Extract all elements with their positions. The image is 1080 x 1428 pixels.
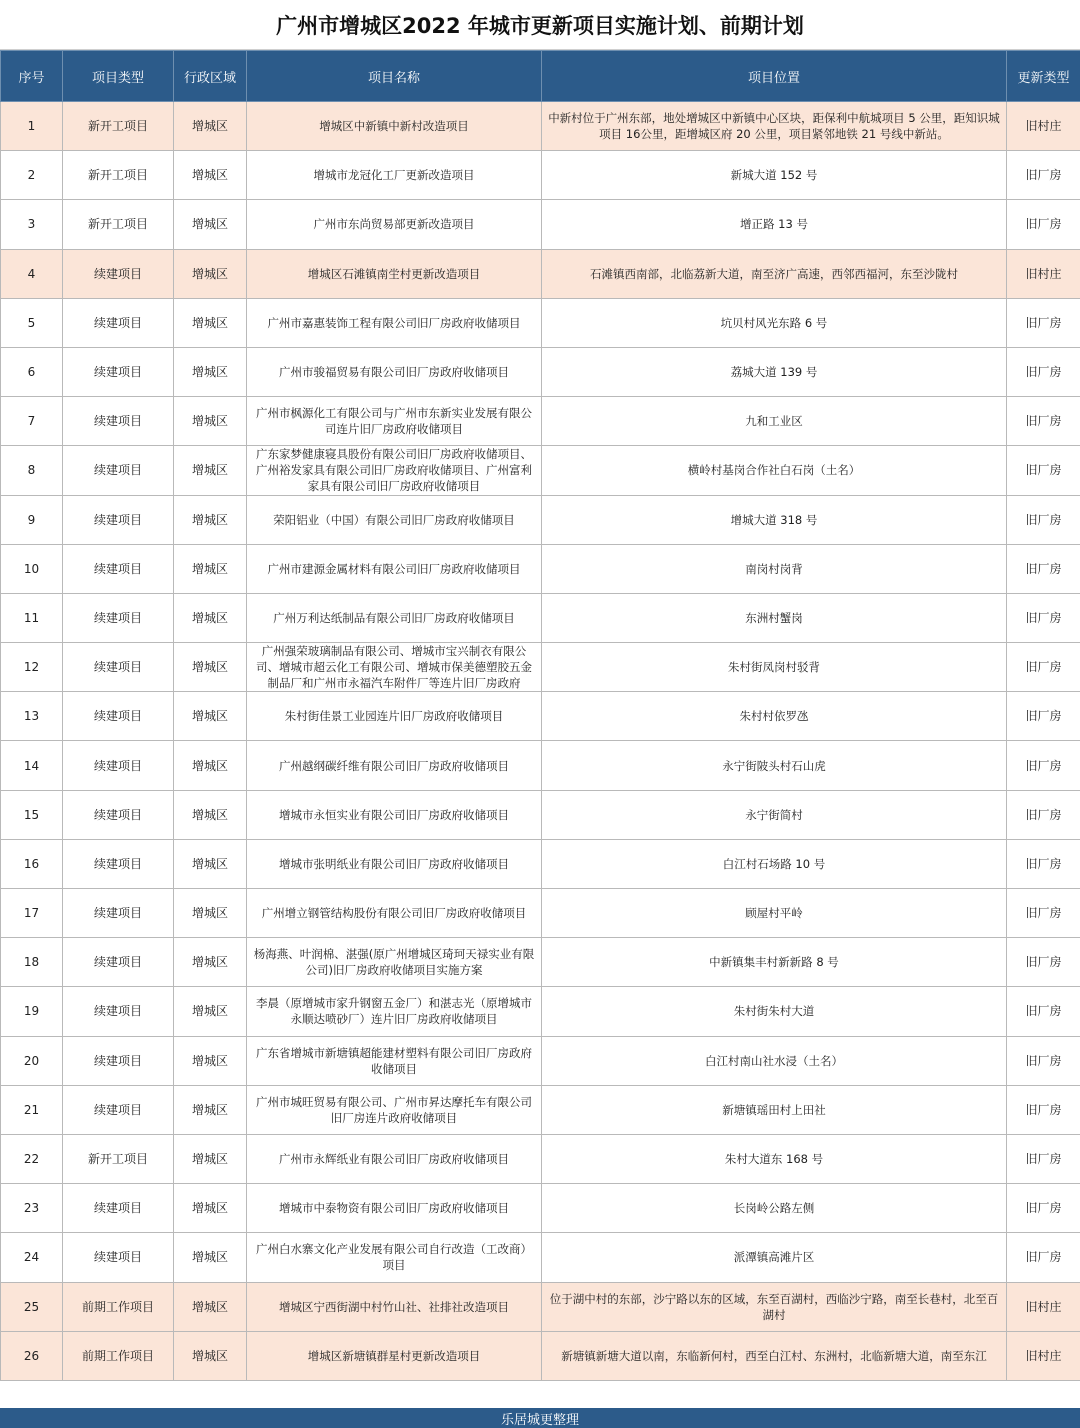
cell-type: 续建项目 <box>63 298 174 347</box>
cell-name: 增城市永恒实业有限公司旧厂房政府收储项目 <box>247 790 542 839</box>
cell-area: 增城区 <box>174 643 247 692</box>
cell-type: 续建项目 <box>63 1233 174 1282</box>
cell-area: 增城区 <box>174 593 247 642</box>
cell-kind: 旧厂房 <box>1007 593 1080 642</box>
cell-location: 白江村石场路 10 号 <box>542 839 1007 888</box>
table-row <box>1 987 1080 1036</box>
table-row <box>1 1233 1080 1282</box>
cell-no: 15 <box>1 790 63 839</box>
cell-name: 增城市张明纸业有限公司旧厂房政府收储项目 <box>247 839 542 888</box>
cell-no: 13 <box>1 692 63 741</box>
cell-location: 派潭镇高滩片区 <box>542 1233 1007 1282</box>
project-table <box>0 50 1080 1381</box>
cell-name: 增城区石滩镇南坣村更新改造项目 <box>247 249 542 298</box>
cell-no: 20 <box>1 1036 63 1085</box>
cell-area: 增城区 <box>174 446 247 495</box>
cell-location: 白江村南山社水浸（土名） <box>542 1036 1007 1085</box>
cell-no: 8 <box>1 446 63 495</box>
footer-credit: 乐居城更整理 <box>0 1408 1080 1428</box>
cell-type: 新开工项目 <box>63 102 174 151</box>
table-row <box>1 1085 1080 1134</box>
cell-name: 增城区中新镇中新村改造项目 <box>247 102 542 151</box>
cell-type: 续建项目 <box>63 1085 174 1134</box>
cell-area: 增城区 <box>174 692 247 741</box>
cell-area: 增城区 <box>174 1233 247 1282</box>
cell-no: 16 <box>1 839 63 888</box>
cell-kind: 旧厂房 <box>1007 1134 1080 1183</box>
cell-type: 续建项目 <box>63 692 174 741</box>
table-row <box>1 839 1080 888</box>
cell-type: 续建项目 <box>63 741 174 790</box>
cell-kind: 旧厂房 <box>1007 938 1080 987</box>
cell-no: 26 <box>1 1331 63 1380</box>
cell-location: 朱村村依罗氹 <box>542 692 1007 741</box>
cell-no: 11 <box>1 593 63 642</box>
cell-name: 广州市建源金属材料有限公司旧厂房政府收储项目 <box>247 544 542 593</box>
cell-location: 东洲村蟹岗 <box>542 593 1007 642</box>
cell-no: 25 <box>1 1282 63 1331</box>
cell-kind: 旧厂房 <box>1007 200 1080 249</box>
cell-kind: 旧村庄 <box>1007 1331 1080 1380</box>
cell-kind: 旧村庄 <box>1007 102 1080 151</box>
cell-location: 新塘镇新塘大道以南，东临新何村，西至白江村、东洲村，北临新塘大道，南至东江 <box>542 1331 1007 1380</box>
cell-location: 中新镇集丰村新新路 8 号 <box>542 938 1007 987</box>
cell-no: 14 <box>1 741 63 790</box>
cell-type: 前期工作项目 <box>63 1331 174 1380</box>
cell-kind: 旧厂房 <box>1007 692 1080 741</box>
table-row <box>1 938 1080 987</box>
cell-name: 增城市龙冠化工厂更新改造项目 <box>247 151 542 200</box>
table-row <box>1 643 1080 692</box>
cell-name: 李晨（原增城市家升钢窗五金厂）和湛志光（原增城市永顺达喷砂厂）连片旧厂房政府收储项目 <box>247 987 542 1036</box>
cell-area: 增城区 <box>174 741 247 790</box>
cell-type: 续建项目 <box>63 790 174 839</box>
cell-area: 增城区 <box>174 397 247 446</box>
table-row <box>1 102 1080 151</box>
header-type: 项目类型 <box>63 51 174 102</box>
page-title: 广州市增城区2022 年城市更新项目实施计划、前期计划 <box>0 0 1080 50</box>
cell-no: 12 <box>1 643 63 692</box>
cell-area: 增城区 <box>174 1085 247 1134</box>
table-row <box>1 1331 1080 1380</box>
cell-type: 新开工项目 <box>63 151 174 200</box>
cell-kind: 旧村庄 <box>1007 249 1080 298</box>
cell-location: 新塘镇瑶田村上田社 <box>542 1085 1007 1134</box>
cell-location: 增城大道 318 号 <box>542 495 1007 544</box>
cell-kind: 旧厂房 <box>1007 1085 1080 1134</box>
cell-location: 坑贝村风光东路 6 号 <box>542 298 1007 347</box>
table-row <box>1 741 1080 790</box>
header-location: 项目位置 <box>542 51 1007 102</box>
table-row <box>1 151 1080 200</box>
cell-type: 续建项目 <box>63 1036 174 1085</box>
cell-no: 2 <box>1 151 63 200</box>
cell-location: 顾屋村平岭 <box>542 889 1007 938</box>
cell-location: 朱村大道东 168 号 <box>542 1134 1007 1183</box>
table-row <box>1 1282 1080 1331</box>
cell-no: 7 <box>1 397 63 446</box>
cell-type: 新开工项目 <box>63 200 174 249</box>
cell-name: 广东省增城市新塘镇超能建材塑料有限公司旧厂房政府收储项目 <box>247 1036 542 1085</box>
cell-type: 续建项目 <box>63 347 174 396</box>
cell-kind: 旧厂房 <box>1007 151 1080 200</box>
cell-no: 3 <box>1 200 63 249</box>
cell-name: 广州市东尚贸易部更新改造项目 <box>247 200 542 249</box>
cell-location: 荔城大道 139 号 <box>542 347 1007 396</box>
cell-name: 广州增立钢管结构股份有限公司旧厂房政府收储项目 <box>247 889 542 938</box>
cell-location: 长岗岭公路左侧 <box>542 1184 1007 1233</box>
cell-kind: 旧村庄 <box>1007 1282 1080 1331</box>
cell-kind: 旧厂房 <box>1007 1233 1080 1282</box>
cell-no: 10 <box>1 544 63 593</box>
cell-name: 广州强荣玻璃制品有限公司、增城市宝兴制衣有限公司、增城市超云化工有限公司、增城市保美德塑胶五金制品厂和广州市永福汽车附件厂等连片旧厂房政府 <box>247 643 542 692</box>
cell-no: 22 <box>1 1134 63 1183</box>
cell-location: 永宁街简村 <box>542 790 1007 839</box>
cell-location: 增正路 13 号 <box>542 200 1007 249</box>
cell-no: 6 <box>1 347 63 396</box>
cell-name: 广东家梦健康寝具股份有限公司旧厂房政府收储项目、广州裕发家具有限公司旧厂房政府收储项目、广州富利家具有限公司旧厂房政府收储项目 <box>247 446 542 495</box>
cell-kind: 旧厂房 <box>1007 1184 1080 1233</box>
cell-name: 朱村街佳景工业园连片旧厂房政府收储项目 <box>247 692 542 741</box>
cell-no: 1 <box>1 102 63 151</box>
table-row <box>1 692 1080 741</box>
table-row <box>1 1036 1080 1085</box>
cell-no: 21 <box>1 1085 63 1134</box>
cell-type: 续建项目 <box>63 446 174 495</box>
cell-location: 新城大道 152 号 <box>542 151 1007 200</box>
cell-type: 续建项目 <box>63 889 174 938</box>
cell-type: 新开工项目 <box>63 1134 174 1183</box>
cell-kind: 旧厂房 <box>1007 397 1080 446</box>
cell-location: 横岭村基岗合作社白石岗（土名） <box>542 446 1007 495</box>
header-name: 项目名称 <box>247 51 542 102</box>
cell-area: 增城区 <box>174 249 247 298</box>
cell-type: 续建项目 <box>63 1184 174 1233</box>
cell-name: 广州市枫源化工有限公司与广州市东新实业发展有限公司连片旧厂房政府收储项目 <box>247 397 542 446</box>
cell-name: 广州市嘉惠装饰工程有限公司旧厂房政府收储项目 <box>247 298 542 347</box>
cell-location: 石滩镇西南部，北临荔新大道，南至济广高速，西邻西福河，东至沙陇村 <box>542 249 1007 298</box>
cell-name: 广州万利达纸制品有限公司旧厂房政府收储项目 <box>247 593 542 642</box>
cell-kind: 旧厂房 <box>1007 298 1080 347</box>
cell-type: 续建项目 <box>63 495 174 544</box>
cell-area: 增城区 <box>174 298 247 347</box>
table-header-row <box>1 51 1080 102</box>
cell-area: 增城区 <box>174 347 247 396</box>
header-area: 行政区域 <box>174 51 247 102</box>
cell-kind: 旧厂房 <box>1007 495 1080 544</box>
cell-kind: 旧厂房 <box>1007 446 1080 495</box>
cell-name: 广州市城旺贸易有限公司、广州市昇达摩托车有限公司旧厂房连片政府收储项目 <box>247 1085 542 1134</box>
cell-type: 续建项目 <box>63 397 174 446</box>
cell-area: 增城区 <box>174 1134 247 1183</box>
table-row <box>1 446 1080 495</box>
cell-name: 增城市中泰物资有限公司旧厂房政府收储项目 <box>247 1184 542 1233</box>
cell-no: 18 <box>1 938 63 987</box>
cell-location: 九和工业区 <box>542 397 1007 446</box>
header-kind: 更新类型 <box>1007 51 1080 102</box>
cell-no: 24 <box>1 1233 63 1282</box>
cell-name: 荣阳铝业（中国）有限公司旧厂房政府收储项目 <box>247 495 542 544</box>
cell-location: 南岗村岗背 <box>542 544 1007 593</box>
header-no: 序号 <box>1 51 63 102</box>
cell-area: 增城区 <box>174 790 247 839</box>
cell-no: 9 <box>1 495 63 544</box>
cell-kind: 旧厂房 <box>1007 544 1080 593</box>
cell-type: 续建项目 <box>63 987 174 1036</box>
cell-kind: 旧厂房 <box>1007 790 1080 839</box>
cell-location: 中新村位于广州东部，地处增城区中新镇中心区块，距保利中航城项目 5 公里，距知识城项目 16公里，距增城区府 20 公里，项目紧邻地铁 21 号线中新站。 <box>542 102 1007 151</box>
cell-name: 杨海燕、叶润棉、湛强(原广州增城区琦珂天禄实业有限公司)旧厂房政府收储项目实施方案 <box>247 938 542 987</box>
cell-location: 朱村街凤岗村驳背 <box>542 643 1007 692</box>
table-row <box>1 397 1080 446</box>
cell-no: 17 <box>1 889 63 938</box>
cell-kind: 旧厂房 <box>1007 987 1080 1036</box>
cell-no: 19 <box>1 987 63 1036</box>
cell-no: 4 <box>1 249 63 298</box>
cell-location: 位于湖中村的东部，沙宁路以东的区域，东至百湖村，西临沙宁路，南至长巷村，北至百湖村 <box>542 1282 1007 1331</box>
cell-no: 23 <box>1 1184 63 1233</box>
cell-name: 广州市骏福贸易有限公司旧厂房政府收储项目 <box>247 347 542 396</box>
cell-type: 续建项目 <box>63 643 174 692</box>
cell-type: 续建项目 <box>63 839 174 888</box>
table-row <box>1 889 1080 938</box>
cell-name: 广州越纲碳纤维有限公司旧厂房政府收储项目 <box>247 741 542 790</box>
cell-kind: 旧厂房 <box>1007 889 1080 938</box>
cell-no: 5 <box>1 298 63 347</box>
cell-area: 增城区 <box>174 839 247 888</box>
cell-area: 增城区 <box>174 544 247 593</box>
cell-type: 前期工作项目 <box>63 1282 174 1331</box>
cell-area: 增城区 <box>174 1282 247 1331</box>
table-row <box>1 1134 1080 1183</box>
cell-area: 增城区 <box>174 102 247 151</box>
cell-name: 广州市永辉纸业有限公司旧厂房政府收储项目 <box>247 1134 542 1183</box>
cell-kind: 旧厂房 <box>1007 643 1080 692</box>
cell-area: 增城区 <box>174 889 247 938</box>
cell-name: 增城区新塘镇群星村更新改造项目 <box>247 1331 542 1380</box>
table-row <box>1 347 1080 396</box>
table-row <box>1 495 1080 544</box>
cell-type: 续建项目 <box>63 249 174 298</box>
cell-location: 朱村街朱村大道 <box>542 987 1007 1036</box>
table-row <box>1 544 1080 593</box>
cell-type: 续建项目 <box>63 938 174 987</box>
cell-name: 广州白水寨文化产业发展有限公司自行改造（工改商）项目 <box>247 1233 542 1282</box>
cell-area: 增城区 <box>174 1036 247 1085</box>
table-row <box>1 249 1080 298</box>
table-row <box>1 790 1080 839</box>
table-row <box>1 200 1080 249</box>
cell-kind: 旧厂房 <box>1007 741 1080 790</box>
cell-area: 增城区 <box>174 987 247 1036</box>
cell-location: 永宁街陂头村石山虎 <box>542 741 1007 790</box>
cell-area: 增城区 <box>174 495 247 544</box>
table-row <box>1 1184 1080 1233</box>
cell-type: 续建项目 <box>63 593 174 642</box>
cell-kind: 旧厂房 <box>1007 839 1080 888</box>
cell-kind: 旧厂房 <box>1007 347 1080 396</box>
cell-area: 增城区 <box>174 200 247 249</box>
table-row <box>1 593 1080 642</box>
table-row <box>1 298 1080 347</box>
cell-type: 续建项目 <box>63 544 174 593</box>
cell-area: 增城区 <box>174 1331 247 1380</box>
cell-area: 增城区 <box>174 938 247 987</box>
cell-kind: 旧厂房 <box>1007 1036 1080 1085</box>
cell-area: 增城区 <box>174 151 247 200</box>
cell-name: 增城区宁西街湖中村竹山社、社排社改造项目 <box>247 1282 542 1331</box>
cell-area: 增城区 <box>174 1184 247 1233</box>
